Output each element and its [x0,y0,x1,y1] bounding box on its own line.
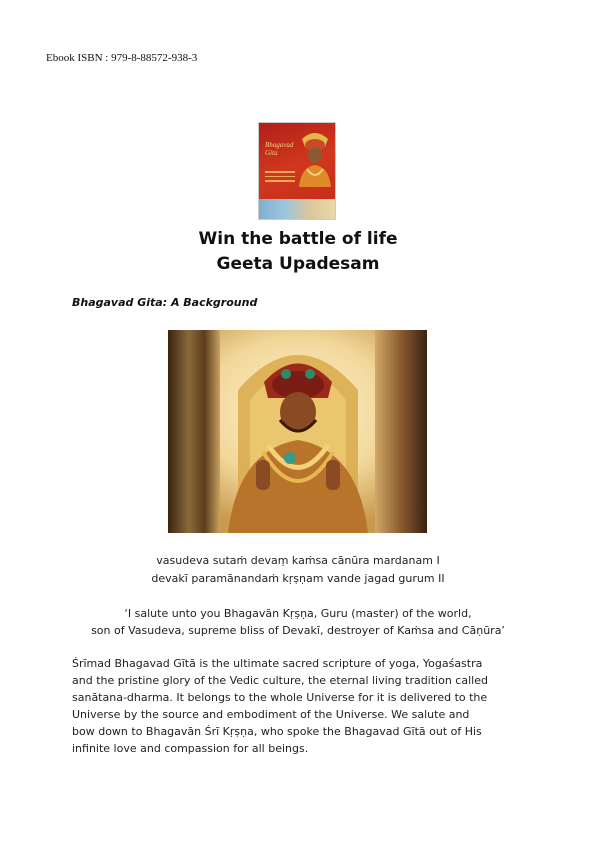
cover-figure [297,129,333,187]
paragraph-line: Śrīmad Bhagavad Gītā is the ultimate sacred scripture of yoga, Yogaśastra [72,657,483,670]
paragraph-line: bow down to Bhagavān Śrī Kṛṣṇa, who spoke the Bhagavad Gītā out of His [72,725,482,738]
cover-bottom-band [259,199,335,219]
paragraph-line: sanātana-dharma. It belongs to the whole Universe for it is delivered to the [72,691,488,704]
verse-line-1: vasudeva sutaṁ devaṃ kaṁsa cānūra mardanam I [156,554,440,567]
verse-line-2: devakī paramānandaṁ kṛṣṇam vande jagad gurum II [151,572,445,585]
page-heading-line1: Win the battle of life [198,229,398,249]
paragraph-line: and the pristine glory of the Vedic culture, the eternal living tradition called [72,674,488,687]
paragraph-line: infinite love and compassion for all beings. [72,742,309,755]
page-heading-line2: Geeta Upadesam [216,254,380,274]
cover-text-lines [265,171,295,185]
isbn-text: Ebook ISBN : 979-8-88572-938-3 [46,52,198,64]
translation-line-1: ‘I salute unto you Bhagavān Kṛṣṇa, Guru (master) of the world, [124,607,472,620]
paragraph-line: Universe by the source and embodiment of the Universe. We salute and [72,708,470,721]
portrait-photo [168,330,427,533]
body-paragraph [72,655,532,757]
translation-line-2: son of Vasudeva, supreme bliss of Devakī, destroyer of Kaṁsa and Cāṇūra’ [91,624,505,637]
book-cover-image [259,123,335,219]
cover-title: Bhagavad Gita [265,141,294,157]
section-title: Bhagavad Gita: A Background [72,296,258,309]
